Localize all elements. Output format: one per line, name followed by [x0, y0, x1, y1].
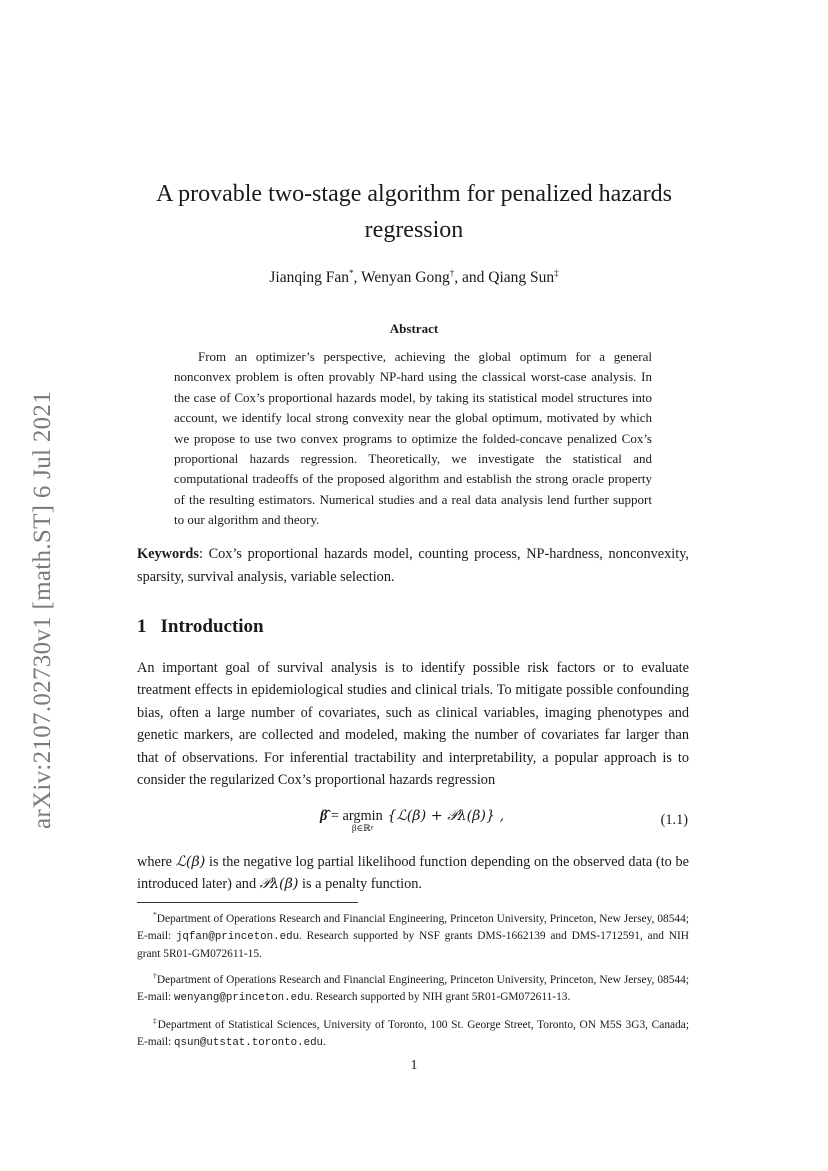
- keywords-text: : Cox’s proportional hazards model, counting process, NP-hardness, nonconvexity, sparsity, survival analysis, variable selection.: [137, 546, 689, 585]
- footnote-rule: [137, 902, 358, 903]
- footnote-email[interactable]: jqfan@princeton.edu: [175, 931, 300, 943]
- keywords: [137, 543, 689, 588]
- intro-paragraph: An important goal of survival analysis is to identify possible risk factors or to evaluate treatment effects in epidemiological studies and clinical trials. To mitigate possible confounding bias, often a large number of covariates, such as clinical variables, imaging phenotypes and genetic markers, are collected and modeled, making the number of covariates far larger than that of observations. For inferential tractability and interpretability, a popular approach is to consider the regularized Cox’s proportional hazards regression: [137, 660, 689, 789]
- keywords-label: Keywords: [137, 546, 199, 562]
- footnote-mark: *: [153, 910, 157, 919]
- footnote-tail: . Research supported by NSF grants DMS-1662139 and DMS-1712591, and NIH grant 5R01-GM072611-15.: [137, 930, 690, 961]
- author-name: Jianqing Fan: [269, 269, 350, 287]
- intro-text: is the negative log partial likelihood function depending on the observed data (to be introduced later) and: [137, 854, 689, 893]
- intro-text: is a penalty function.: [298, 876, 422, 893]
- footnote-text: Department of Operations Research and Financial Engineering, Princeton University, Princeton, New Jersey, 08544; E-mail:: [137, 912, 689, 942]
- intro-text: where: [137, 854, 176, 870]
- page-number: 1: [410, 1058, 418, 1073]
- author-separator: , and: [454, 269, 489, 287]
- equation-equals: =: [327, 808, 343, 824]
- author-mark: *: [349, 268, 354, 278]
- paper-title: A provable two-stage algorithm for penalized hazards regression: [156, 181, 672, 243]
- section-number: 1: [137, 616, 147, 637]
- footnote: [137, 1012, 689, 1052]
- equation-lhs: β̂: [320, 808, 328, 824]
- footnote-tail: . Research supported by NIH grant 5R01-GM072611-13.: [310, 991, 571, 1004]
- footnote-email[interactable]: wenyang@princeton.edu: [174, 992, 311, 1005]
- author-mark: †: [449, 268, 455, 278]
- equation-1-1: [320, 808, 504, 834]
- footnote-text: Department of Operations Research and Financial Engineering, Princeton University, Princeton, New Jersey, 08544; E-mail:: [137, 974, 690, 1004]
- footnote-text: Department of Statistical Sciences, University of Toronto, 100 St. George Street, Toronto, ON M5S 3G3, Canada; E-mail:: [137, 1018, 690, 1048]
- likelihood-symbol: ℒ(β): [175, 854, 206, 870]
- argmin-subscript: β∈ℝᵖ: [351, 823, 374, 833]
- equation-argmin: [343, 808, 383, 834]
- arxiv-sidebar-stamp: [18, 360, 68, 860]
- footnote: [137, 967, 689, 1007]
- penalty-symbol: 𝒫λ(β): [259, 876, 299, 893]
- footnote: [137, 906, 689, 963]
- abstract-heading: Abstract: [389, 321, 439, 336]
- arxiv-identifier: arXiv:2107.02730v1 [math.ST] 6 Jul 2021: [29, 390, 56, 830]
- equation-rhs: {ℒ(β) + 𝒫λ(β)} ,: [382, 808, 505, 824]
- footnote-tail: .: [323, 1035, 326, 1048]
- argmin-operator: argmin: [342, 808, 383, 824]
- footnotes: [137, 906, 689, 1056]
- equation-number: (1.1): [660, 812, 688, 828]
- author-name: Wenyan Gong: [361, 269, 450, 287]
- author-name: Qiang Sun: [488, 269, 555, 287]
- section-title: Introduction: [160, 616, 264, 637]
- footnote-mark: †: [153, 971, 157, 981]
- author-list: [140, 268, 688, 287]
- author-separator: ,: [353, 269, 362, 287]
- abstract-text: From an optimizer’s perspective, achieving the global optimum for a general nonconvex problem is often provably NP-hard using the classical worst-case analysis. In the case of Cox’s proportional hazards model, by taking its statistical model structures into account, we identify local strong convexity near the global optimum, motivated by which we propose to use two convex programs to optimize the folded-concave penalized Cox’s proportional hazards regression. Theoretically, we investigate the statistical and computational tradeoffs of the proposed algorithm and establish the strong oracle property of the resulting estimators. Numerical studies and a real data analysis lend further support to our algorithm and theory.: [174, 349, 652, 528]
- footnote-email[interactable]: qsun@utstat.toronto.edu: [174, 1036, 324, 1049]
- section-heading: [137, 616, 264, 638]
- author-mark: ‡: [554, 268, 559, 278]
- footnote-mark: ‡: [153, 1015, 158, 1025]
- intro-continuation: [137, 851, 689, 896]
